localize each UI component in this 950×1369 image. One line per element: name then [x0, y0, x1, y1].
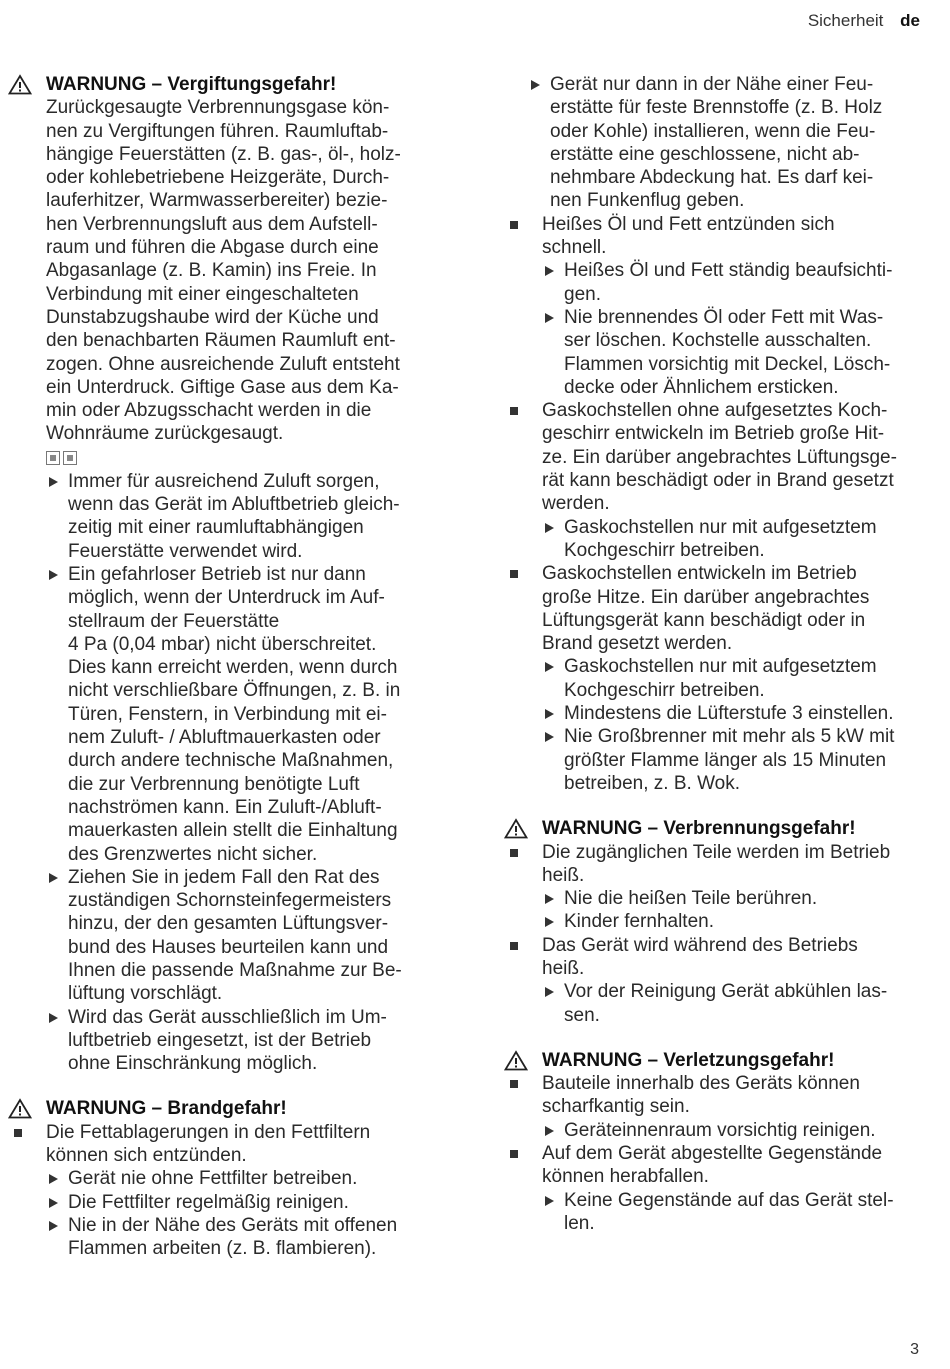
text-line: Verbindung mit einer eingeschalteten — [46, 283, 359, 305]
text-line: erstätte eine geschlossene, nicht ab- — [550, 143, 860, 165]
bullet-item — [504, 1119, 924, 1142]
text-line: len. — [564, 1212, 595, 1234]
text-line: geschirr entwickeln im Betrieb große Hit- — [542, 423, 885, 445]
text-line: oder Kohle) installieren, wenn die Feu- — [550, 120, 876, 142]
bullet-item — [504, 73, 924, 213]
text-line: heiß. — [542, 957, 585, 979]
text-line: zeitig mit einer raumluftabhängigen — [68, 517, 364, 539]
text-line: hinzu, der den gesamten Lüftungsver- — [68, 913, 389, 935]
text-line: Die zugänglichen Teile werden im Betrieb — [542, 841, 891, 863]
text-line: mauerkasten allein stellt die Einhaltung — [68, 820, 398, 842]
bullet-triangle-icon — [545, 662, 554, 672]
warning-title: WARNUNG – Verletzungsgefahr! — [542, 1049, 835, 1071]
text-line: Geräteinnenraum vorsichtig reinigen. — [564, 1119, 876, 1141]
text-line: Gerät nur dann in der Nähe einer Feu- — [550, 74, 874, 95]
text-line: Brand gesetzt werden. — [542, 633, 733, 655]
text-line: min oder Abzugsschacht werden in die — [46, 400, 372, 422]
text-line: können sich entzünden. — [46, 1145, 247, 1167]
text-line: Die Fettablagerungen in den Fettfiltern — [46, 1121, 371, 1143]
text-line: Türen, Fenstern, in Verbindung mit ei- — [68, 703, 387, 725]
text-line: Nie in der Nähe des Geräts mit offenen — [68, 1214, 398, 1236]
text-line: Ein gefahrloser Betrieb ist nur dann — [68, 563, 366, 585]
bullet-triangle-icon — [49, 1174, 58, 1184]
bullet-triangle-icon — [531, 80, 540, 90]
text-line: Nie brennendes Öl oder Fett mit Was- — [564, 306, 884, 328]
text-line: Kochgeschirr betreiben. — [564, 679, 765, 701]
bullet-item — [8, 1191, 448, 1214]
bullet-item — [8, 470, 448, 563]
page-number: 3 — [910, 1341, 919, 1358]
text-line: wenn das Gerät im Abluftbetrieb gleich- — [68, 494, 400, 516]
bullet-item — [8, 1167, 448, 1190]
bullet-item — [8, 563, 448, 866]
text-line: Gerät nie ohne Fettfilter betreiben. — [68, 1168, 358, 1190]
square-bullet-icon — [510, 849, 518, 857]
page-header — [808, 11, 920, 31]
warning-title: WARNUNG – Verbrennungsgefahr! — [542, 818, 856, 840]
text-line: Dies kann erreicht werden, wenn durch — [68, 657, 398, 679]
recirculation-icon — [63, 451, 77, 465]
right-column — [504, 73, 924, 1235]
text-line: luftbetrieb eingesetzt, ist der Betrieb — [68, 1029, 372, 1051]
text-line: nachströmen kann. Ein Zuluft-/Abluft- — [68, 796, 382, 818]
text-line: des Grenzwertes nicht sicher. — [68, 843, 318, 865]
list-item — [504, 1072, 924, 1119]
list-item — [504, 562, 924, 655]
bullet-triangle-icon — [49, 570, 58, 580]
bullet-triangle-icon — [545, 894, 554, 904]
text-line: Flammen vorsichtig mit Deckel, Lösch- — [564, 353, 891, 375]
text-line: Gaskochstellen ohne aufgesetztes Koch- — [542, 400, 888, 422]
text-line: Gaskochstellen nur mit aufgesetztem — [564, 656, 877, 678]
exhaust-air-icon — [46, 451, 60, 465]
text-line: Gaskochstellen entwickeln im Betrieb — [542, 563, 857, 585]
text-line: erstätte für feste Brennstoffe (z. B. Holz — [550, 97, 883, 119]
text-line: Heißes Öl und Fett entzünden sich — [542, 213, 835, 235]
bullet-item — [504, 725, 924, 795]
language-code: de — [900, 11, 920, 30]
warning-title: WARNUNG – Vergiftungsgefahr! — [46, 74, 337, 95]
bullet-item — [504, 887, 924, 910]
list-item — [504, 1142, 924, 1189]
text-line: rät kann beschädigt oder in Brand gesetzt — [542, 470, 894, 492]
warning-poisoning-text — [8, 96, 448, 445]
square-bullet-icon — [510, 570, 518, 578]
text-line: lauferhitzer, Warmwasserbereiter) bezie- — [46, 190, 388, 212]
warning-burn-heading — [504, 817, 924, 840]
text-line: größter Flamme länger als 15 Minuten — [564, 749, 887, 771]
text-line: 4 Pa (0,04 mbar) nicht überschreitet. — [68, 633, 377, 655]
left-column — [8, 73, 448, 1261]
text-line: ser löschen. Kochstelle ausschalten. — [564, 330, 872, 352]
text-line: durch andere technische Maßnahmen, — [68, 750, 394, 772]
text-line: hen Verbrennungsluft aus dem Aufstell- — [46, 213, 378, 235]
text-line: Mindestens die Lüfterstufe 3 einstellen. — [564, 703, 894, 725]
text-line: Nie die heißen Teile berühren. — [564, 888, 818, 910]
bullet-triangle-icon — [49, 1013, 58, 1023]
bullet-item — [504, 702, 924, 725]
bullet-item — [504, 1189, 924, 1236]
text-line: Lüftungsgerät kann beschädigt oder in — [542, 609, 866, 631]
bullet-triangle-icon — [545, 1196, 554, 1206]
square-bullet-icon — [14, 1129, 22, 1137]
ventilation-symbols — [8, 446, 448, 470]
list-item — [504, 841, 924, 888]
warning-title: WARNUNG – Brandgefahr! — [46, 1098, 287, 1120]
list-item — [504, 399, 924, 515]
bullet-triangle-icon — [49, 1221, 58, 1231]
text-line: sen. — [564, 1004, 600, 1026]
text-line: raum und führen die Abgase durch eine — [46, 237, 379, 259]
bullet-triangle-icon — [545, 313, 554, 323]
text-line: Die Fettfilter regelmäßig reinigen. — [68, 1191, 349, 1213]
bullet-triangle-icon — [545, 523, 554, 533]
text-line: heiß. — [542, 864, 585, 886]
text-line: Ihnen die passende Maßnahme zur Be- — [68, 959, 402, 981]
text-line: schnell. — [542, 237, 607, 259]
bullet-item — [504, 655, 924, 702]
warning-fire-heading — [8, 1097, 448, 1120]
text-line: die zur Verbrennung benötigte Luft — [68, 773, 360, 795]
bullet-item — [504, 259, 924, 306]
text-line: ze. Ein darüber angebrachtes Lüftungsge- — [542, 446, 897, 468]
bullet-item — [504, 980, 924, 1027]
bullet-triangle-icon — [545, 709, 554, 719]
bullet-triangle-icon — [545, 917, 554, 927]
text-line: nicht verschließbare Öffnungen, z. B. in — [68, 680, 401, 702]
square-bullet-icon — [510, 1150, 518, 1158]
text-line: Das Gerät wird während des Betriebs — [542, 934, 858, 956]
list-item — [504, 934, 924, 981]
text-line: oder kohlebetriebene Heizgeräte, Durch- — [46, 167, 390, 189]
warning-injury-heading — [504, 1049, 924, 1072]
text-line: betreiben, z. B. Wok. — [564, 772, 741, 794]
text-line: können herabfallen. — [542, 1166, 709, 1188]
warning-icon — [504, 1050, 528, 1071]
text-line: Dunstabzugshaube wird der Küche und — [46, 306, 379, 328]
bullet-item — [8, 1006, 448, 1076]
bullet-triangle-icon — [545, 266, 554, 276]
text-line: Kochgeschirr betreiben. — [564, 539, 765, 561]
text-line: Auf dem Gerät abgestellte Gegenstände — [542, 1143, 883, 1165]
bullet-triangle-icon — [49, 477, 58, 487]
bullet-triangle-icon — [545, 987, 554, 997]
bullet-item — [504, 306, 924, 399]
text-line: nem Zuluft- / Abluftmauerkasten oder — [68, 727, 381, 749]
text-line: Bauteile innerhalb des Geräts können — [542, 1073, 860, 1095]
text-line: nen zu Vergiftungen führen. Raumluftab- — [46, 120, 389, 142]
text-line: den benachbarten Räumen Raumluft ent- — [46, 330, 396, 352]
text-line: lüftung vorschlägt. — [68, 983, 223, 1005]
text-line: werden. — [542, 493, 610, 515]
list-item — [8, 1121, 448, 1168]
square-bullet-icon — [510, 221, 518, 229]
warning-icon — [504, 818, 528, 839]
text-line: hängige Feuerstätten (z. B. gas-, öl-, holz- — [46, 143, 401, 165]
text-line: möglich, wenn der Unterdruck im Auf- — [68, 587, 385, 609]
text-line: nehmbare Abdeckung hat. Es darf kei- — [550, 167, 874, 189]
text-line: nen Funkenflug geben. — [550, 190, 745, 212]
bullet-item — [504, 516, 924, 563]
text-line: Nie Großbrenner mit mehr als 5 kW mit — [564, 726, 895, 748]
text-line: zuständigen Schornsteinfegermeisters — [68, 890, 392, 912]
text-line: zogen. Ohne ausreichende Zuluft entsteht — [46, 353, 400, 375]
bullet-item — [8, 866, 448, 1006]
text-line: Vor der Reinigung Gerät abkühlen las- — [564, 981, 888, 1003]
bullet-triangle-icon — [49, 873, 58, 883]
text-line: Wohnräume zurückgesaugt. — [46, 423, 284, 445]
bullet-triangle-icon — [49, 1198, 58, 1208]
text-line: decke oder Ähnlichem ersticken. — [564, 376, 839, 398]
text-line: gen. — [564, 283, 601, 305]
square-bullet-icon — [510, 1080, 518, 1088]
text-line: stellraum der Feuerstätte — [68, 610, 280, 632]
bullet-item — [8, 1214, 448, 1261]
bullet-item — [504, 910, 924, 933]
bullet-triangle-icon — [545, 732, 554, 742]
text-line: große Hitze. Ein darüber angebrachtes — [542, 586, 870, 608]
text-line: ohne Einschränkung möglich. — [68, 1053, 318, 1075]
text-line: Keine Gegenstände auf das Gerät stel- — [564, 1189, 894, 1211]
text-line: bund des Hauses beurteilen kann und — [68, 936, 389, 958]
square-bullet-icon — [510, 407, 518, 415]
bullet-triangle-icon — [545, 1126, 554, 1136]
text-line: Gaskochstellen nur mit aufgesetztem — [564, 516, 877, 538]
text-line: ein Unterdruck. Giftige Gase aus dem Ka- — [46, 376, 399, 398]
text-line: Kinder fernhalten. — [564, 911, 714, 933]
text-line: scharfkantig sein. — [542, 1096, 690, 1118]
warning-icon — [8, 1098, 32, 1119]
text-line: Immer für ausreichend Zuluft sorgen, — [68, 470, 380, 492]
warning-poisoning-heading — [8, 73, 448, 96]
section-title: Sicherheit — [807, 11, 884, 30]
text-line: Ziehen Sie in jedem Fall den Rat des — [68, 866, 380, 888]
list-item — [504, 213, 924, 260]
text-line: Feuerstätte verwendet wird. — [68, 540, 303, 562]
text-line: Abgasanlage (z. B. Kamin) ins Freie. In — [46, 260, 377, 282]
square-bullet-icon — [510, 942, 518, 950]
warning-icon — [8, 74, 32, 95]
text-line: Flammen arbeiten (z. B. flambieren). — [68, 1238, 377, 1260]
text-line: Wird das Gerät ausschließlich im Um- — [68, 1006, 387, 1028]
text-line: Heißes Öl und Fett ständig beaufsichti- — [564, 260, 893, 282]
text-line: Zurückgesaugte Verbrennungsgase kön- — [46, 97, 390, 119]
